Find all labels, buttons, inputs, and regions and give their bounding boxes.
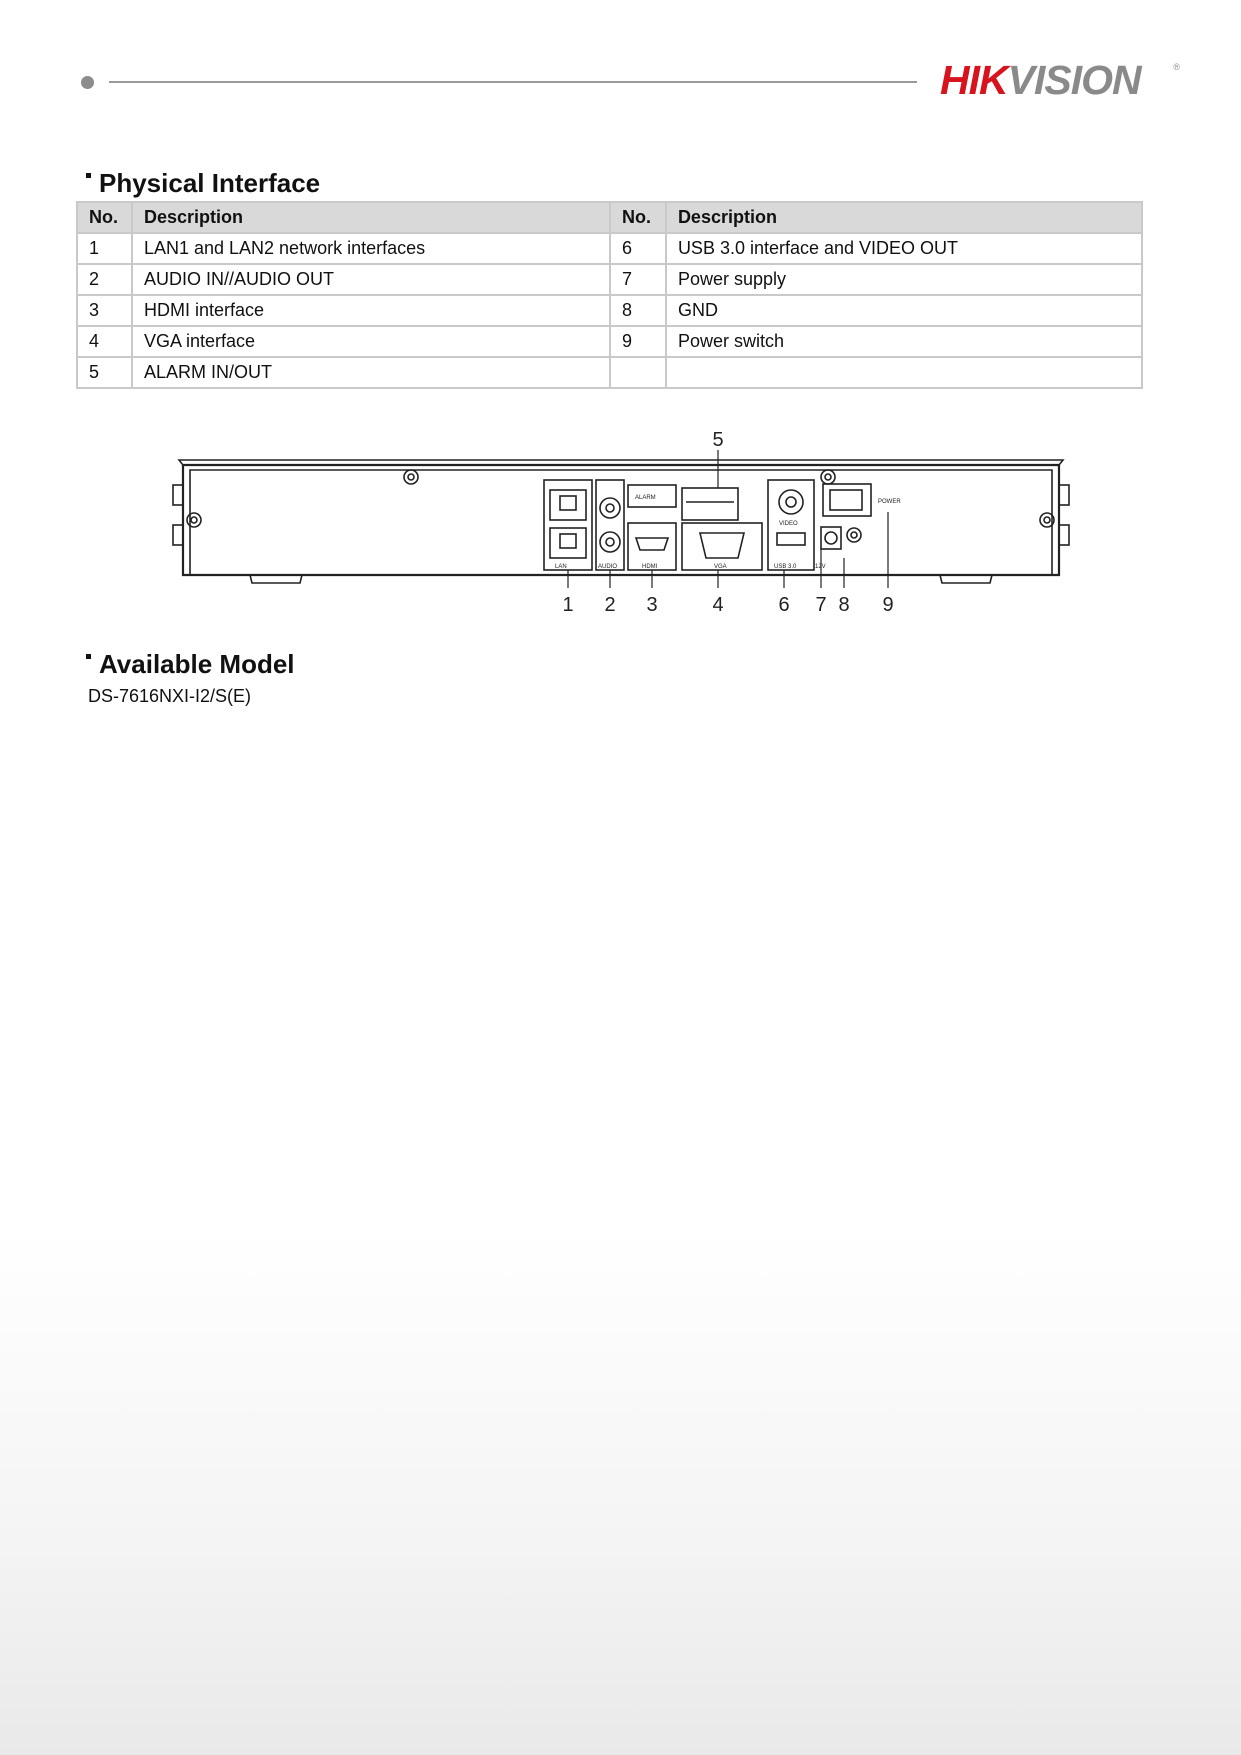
available-model-title: Available Model (86, 649, 295, 680)
table-row (77, 264, 1142, 295)
table-row (77, 295, 1142, 326)
port-label-hdmi: HDMI (642, 564, 658, 570)
interface-table (76, 201, 1143, 389)
bullet-icon (86, 654, 91, 659)
cell-no: 8 (610, 295, 666, 326)
callout-4: 4 (712, 594, 724, 616)
callout-1: 1 (562, 594, 574, 616)
cell-no: 1 (77, 233, 132, 264)
cell-description: GND (666, 295, 1142, 326)
port-label-power: POWER (878, 499, 901, 505)
port-label-usb: USB 3.0 (774, 564, 797, 570)
model-number: DS-7616NXI-I2/S(E) (88, 686, 252, 706)
bullet-icon (86, 173, 91, 178)
callout-3: 3 (646, 594, 658, 616)
callout-5: 5 (712, 430, 724, 451)
cell-no: 7 (610, 264, 666, 295)
header-rule (109, 81, 917, 83)
port-label-audio: AUDIO (598, 564, 618, 570)
header-description: Description (666, 202, 1142, 233)
cell-no (610, 357, 666, 388)
cell-description: HDMI interface (132, 295, 610, 326)
callout-6: 6 (778, 594, 790, 616)
cell-no: 2 (77, 264, 132, 295)
cell-description (666, 357, 1142, 388)
table-row (77, 357, 1142, 388)
header-dot (81, 76, 94, 89)
header-description: Description (132, 202, 610, 233)
cell-description: Power supply (666, 264, 1142, 295)
callout-2: 2 (604, 594, 616, 616)
port-label-alarm: ALARM (635, 495, 656, 501)
header-no: No. (610, 202, 666, 233)
cell-description: Power switch (666, 326, 1142, 357)
cell-description: AUDIO IN//AUDIO OUT (132, 264, 610, 295)
cell-description: USB 3.0 interface and VIDEO OUT (666, 233, 1142, 264)
table-row (77, 233, 1142, 264)
cell-no: 9 (610, 326, 666, 357)
cell-no: 5 (77, 357, 132, 388)
callout-9: 9 (882, 594, 894, 616)
physical-interface-title: Physical Interface (86, 168, 320, 199)
cell-no: 3 (77, 295, 132, 326)
port-label-video: VIDEO (779, 521, 798, 527)
cell-no: 6 (610, 233, 666, 264)
cell-description: VGA interface (132, 326, 610, 357)
header-no: No. (77, 202, 132, 233)
port-label-lan: LAN (555, 564, 567, 570)
table-row (77, 326, 1142, 357)
table-header-row (77, 202, 1142, 233)
port-label-12v: 12V (815, 564, 826, 570)
cell-description: LAN1 and LAN2 network interfaces (132, 233, 610, 264)
callout-7: 7 (815, 594, 827, 616)
callout-8: 8 (838, 594, 850, 616)
port-label-vga: VGA (714, 564, 727, 570)
cell-no: 4 (77, 326, 132, 357)
rear-panel-diagram (170, 430, 1070, 620)
cell-description: ALARM IN/OUT (132, 357, 610, 388)
hikvision-logo: HIKVISION ® (940, 57, 1180, 103)
